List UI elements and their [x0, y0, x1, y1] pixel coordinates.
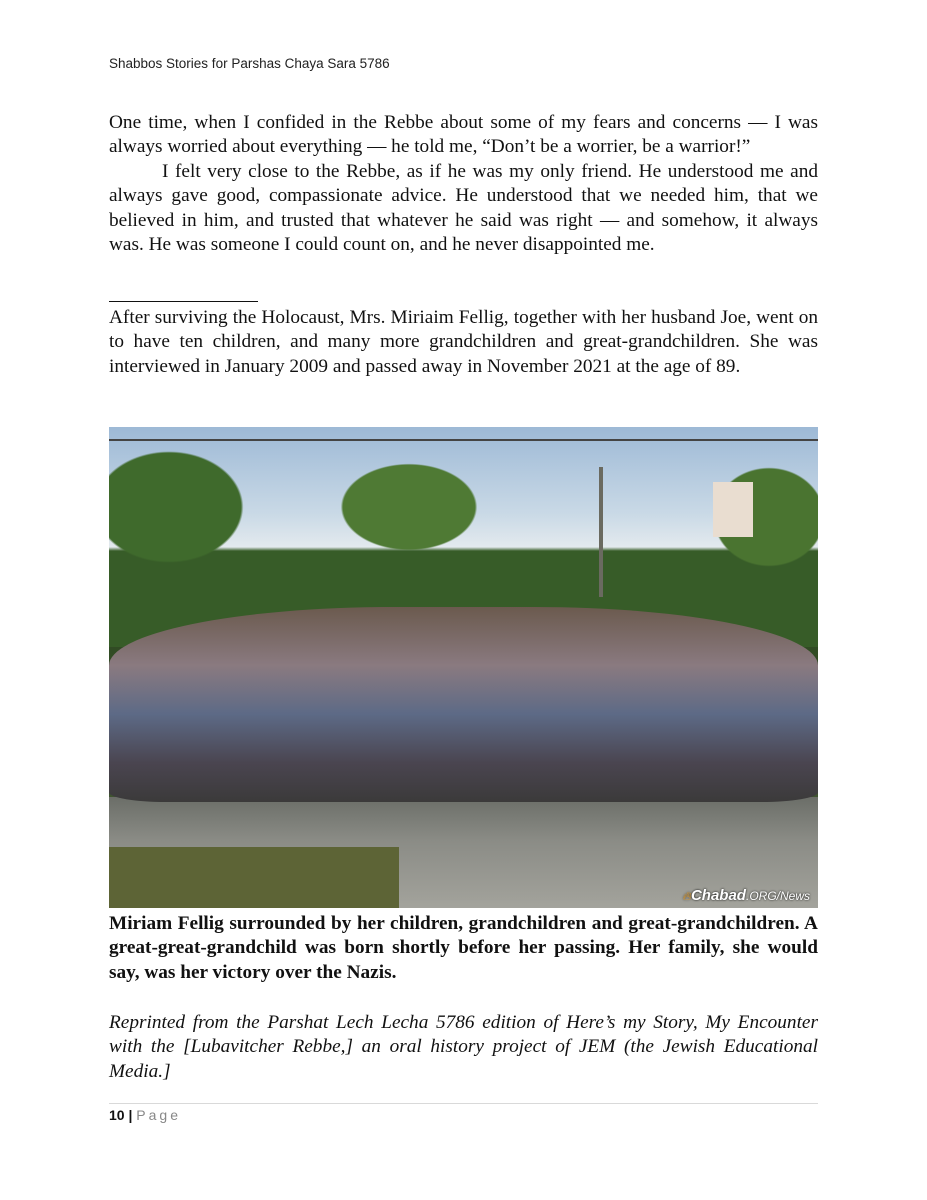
photo-caption: Miriam Fellig surrounded by her children, grandchildren and great-grandchildren. A great-great-grandchild was born shortly before her passing. Her family, she would say, was her victory over the Nazis. — [109, 913, 818, 983]
photo-watermark: 🔥︎Chabad.ORG/News — [682, 887, 810, 904]
footer-separator: | — [128, 1107, 133, 1123]
story-paragraph: One time, when I confided in the Rebbe about some of my fears and concerns — I was always worried about everything — he told me, “Don’t be a worrier, be a warrior!” — [109, 112, 818, 158]
epilogue-text: After surviving the Holocaust, Mrs. Miriaim Fellig, together with her husband Joe, went on to have ten children, and many more grandchildren and great-grandchildren. She was interviewed in January 2009 and passed away in November 2021 at the age of 89. — [109, 307, 818, 377]
power-line — [109, 439, 818, 441]
building — [713, 482, 753, 537]
utility-pole — [599, 467, 603, 597]
footer-rule — [109, 1103, 818, 1104]
grass — [109, 847, 399, 908]
story-paragraph: I felt very close to the Rebbe, as if he was my only friend. He understood me and always gave good, compassionate advice. He understood that we needed him, that we believed in him, and trusted that whatever he said was right — and somehow, it always was. He was someone I could count on, and he never disappointed me. — [109, 160, 818, 256]
family-photo — [109, 427, 818, 908]
page-footer — [109, 1107, 181, 1123]
story-text — [109, 111, 818, 257]
footnote-rule — [109, 301, 258, 302]
page-number: 10 — [109, 1107, 125, 1123]
running-header: Shabbos Stories for Parshas Chaya Sara 5786 — [109, 56, 390, 71]
page-label: Page — [136, 1107, 181, 1123]
reprint-credit: Reprinted from the Parshat Lech Lecha 5786 edition of Here’s my Story, My Encounter with the [Lubavitcher Rebbe,] an oral history project of JEM (the Jewish Educational Media.] — [109, 1012, 818, 1082]
flame-icon: 🔥︎ — [682, 889, 691, 903]
family-group — [109, 607, 818, 802]
